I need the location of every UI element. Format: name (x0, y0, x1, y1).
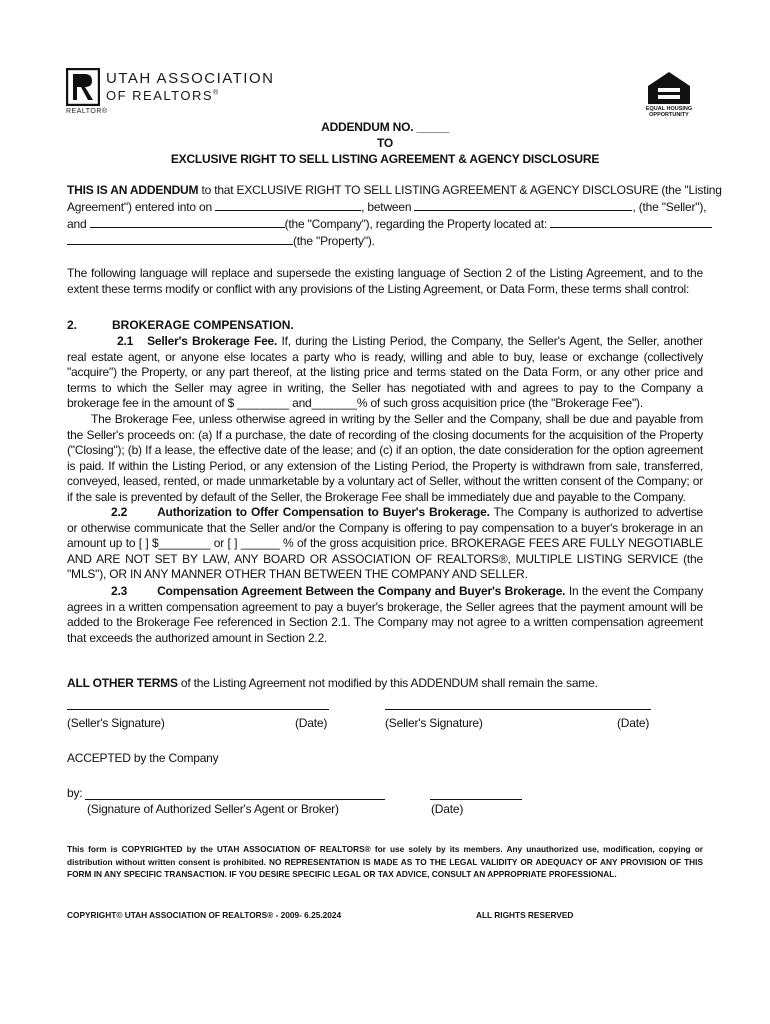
intro-line-1: THIS IS AN ADDENDUM to that EXCLUSIVE RIGHT TO SELL LISTING AGREEMENT & AGENCY DISCLOSURE (the "Listing (67, 183, 722, 197)
company-name-field[interactable] (90, 216, 285, 228)
equal-housing-logo (640, 70, 698, 120)
copyright-line: COPYRIGHT© UTAH ASSOCIATION OF REALTORS® - 2009- 6.25.2024 (67, 910, 342, 920)
seller-name-field[interactable] (414, 199, 632, 211)
seller-signature-label-1: (Seller's Signature) (67, 716, 165, 730)
agent-signature-label: (Signature of Authorized Seller's Agent or Broker) (87, 802, 339, 816)
section-2-3: 2.3 Compensation Agreement Between the Company and Buyer's Brokerage. In the event the Company agrees in a written compensation agreement to pay a buyer's brokerage, the Seller agrees that the payment amount will be added to the Brokerage Fee referenced in Section 2.1. The Company may not agree to a written compensation agreement that exceeds the authorized amount in Section 2.2. (67, 584, 703, 645)
equal-housing-icon (640, 70, 698, 106)
seller-signature-line-1[interactable] (67, 709, 329, 710)
utah-realtors-logo (66, 68, 326, 118)
agreement-title: EXCLUSIVE RIGHT TO SELL LISTING AGREEMENT & AGENCY DISCLOSURE (170, 152, 600, 166)
seller-signature-label-2: (Seller's Signature) (385, 716, 483, 730)
rights-reserved: ALL RIGHTS RESERVED (476, 910, 574, 920)
logo-line-1: UTAH ASSOCIATION (106, 70, 275, 87)
date-label-3: (Date) (431, 802, 464, 816)
by-label: by: (67, 786, 83, 800)
property-address-field[interactable] (550, 216, 712, 228)
copyright-notice: This form is COPYRIGHTED by the UTAH ASSOCIATION OF REALTORS® for use solely by its members. Any unauthorized use, modification, copying or distribution without written consent is prohibited. NO REPRESENTATION IS MADE AS TO THE LEGAL VALIDITY OR ADEQUACY OF ANY PROVISION OF THIS FORM IN ANY SPECIFIC TRANSACTION. IF YOU DESIRE SPECIFIC LEGAL OR TAX ADVICE, CONSULT AN APPROPRIATE PROFESSIONAL. (67, 844, 703, 879)
agent-date-line[interactable] (430, 799, 522, 800)
agent-signature-line[interactable] (85, 799, 385, 800)
date-label-2: (Date) (617, 716, 650, 730)
addendum-number-title: ADDENDUM NO. _____ (321, 120, 449, 134)
ehl-line-1: EQUAL HOUSING (645, 106, 693, 112)
intro-line-2: Agreement") entered into on , between , (the "Seller"), (67, 200, 707, 214)
section-2-2: 2.2 Authorization to Offer Compensation to Buyer's Brokerage. The Company is authorized to advertise or otherwise communicate that the Seller and/or the Company is offering to pay compensation to a buyer's brokerage in an amount up to [ ] $________ or [ ] ______ % of the gross acquisition price. BROKERAGE FEES ARE FULLY NEGOTIABLE AND ARE NOT SET BY LAW, ANY BOARD OR ASSOCIATION OF REALTORS®, MULTIPLE LISTING SERVICE (the "MLS"), OR IN ANY MANNER OTHER THAN BETWEEN THE COMPANY AND SELLER. (67, 505, 703, 582)
replace-paragraph: The following language will replace and supersede the existing language of Section 2 of the Listing Agreement, and to the extent these terms modify or conflict with any provisions of the Listing Agreement, or Data Form, these terms shall control: (67, 266, 703, 296)
realtor-r-icon (66, 68, 100, 106)
logo-realtor-text: REALTOR® (66, 108, 108, 115)
title-to: TO (376, 136, 394, 150)
accepted-by-company: ACCEPTED by the Company (67, 751, 219, 765)
section-2-1: 2.1 Seller's Brokerage Fee. If, during the Listing Period, the Company, the Seller's Agent, the Seller, another real estate agent, or anyone else locates a party who is ready, willing and able to buy, lease or exchange (collectively "acquire") the Property, or any part thereof, at the listing price and terms stated on the Data Form, or any other price and terms to which the Seller may agree in writing, the Seller has negotiated with and agrees to pay to the Company a brokerage fee in the amount of $ ________ and_______% of such gross acquisition price (the "Brokerage Fee"). (67, 334, 703, 411)
intro-line-3: and (the "Company"), regarding the Property located at: (67, 216, 712, 233)
brokerage-fee-paragraph: The Brokerage Fee, unless otherwise agreed in writing by the Seller and the Company, shall be due and payable from the Seller's proceeds on: (a) If a purchase, the date of recording of the closing documents for the acquisition of the Property ("Closing"); (b) If a lease, the effective date of the lease; and (c) if an option, the date consideration for the option agreement is paid. If within the Listing Period, or any extension of the Listing Period, the Property is withdrawn from sale, transferred, conveyed, leased, rented, or made unmarketable by a voluntary act of Seller, without the written consent of the Company; or if the sale is prevented by default of the Seller, the Brokerage Fee shall be immediately due and payable to the Company. (67, 412, 703, 504)
intro-line-4: (the "Property"). (67, 233, 375, 250)
all-other-terms: ALL OTHER TERMS of the Listing Agreement not modified by this ADDENDUM shall remain the same. (67, 676, 598, 690)
date-label-1: (Date) (295, 716, 328, 730)
section-number: 2. (67, 318, 78, 332)
property-address-field-2[interactable] (67, 233, 293, 245)
agreement-date-field[interactable] (215, 199, 361, 211)
section-heading: BROKERAGE COMPENSATION. (112, 318, 294, 332)
seller-signature-line-2[interactable] (385, 709, 651, 710)
logo-line-2: OF REALTORS® (106, 88, 220, 103)
ehl-line-2: OPPORTUNITY (649, 112, 689, 118)
